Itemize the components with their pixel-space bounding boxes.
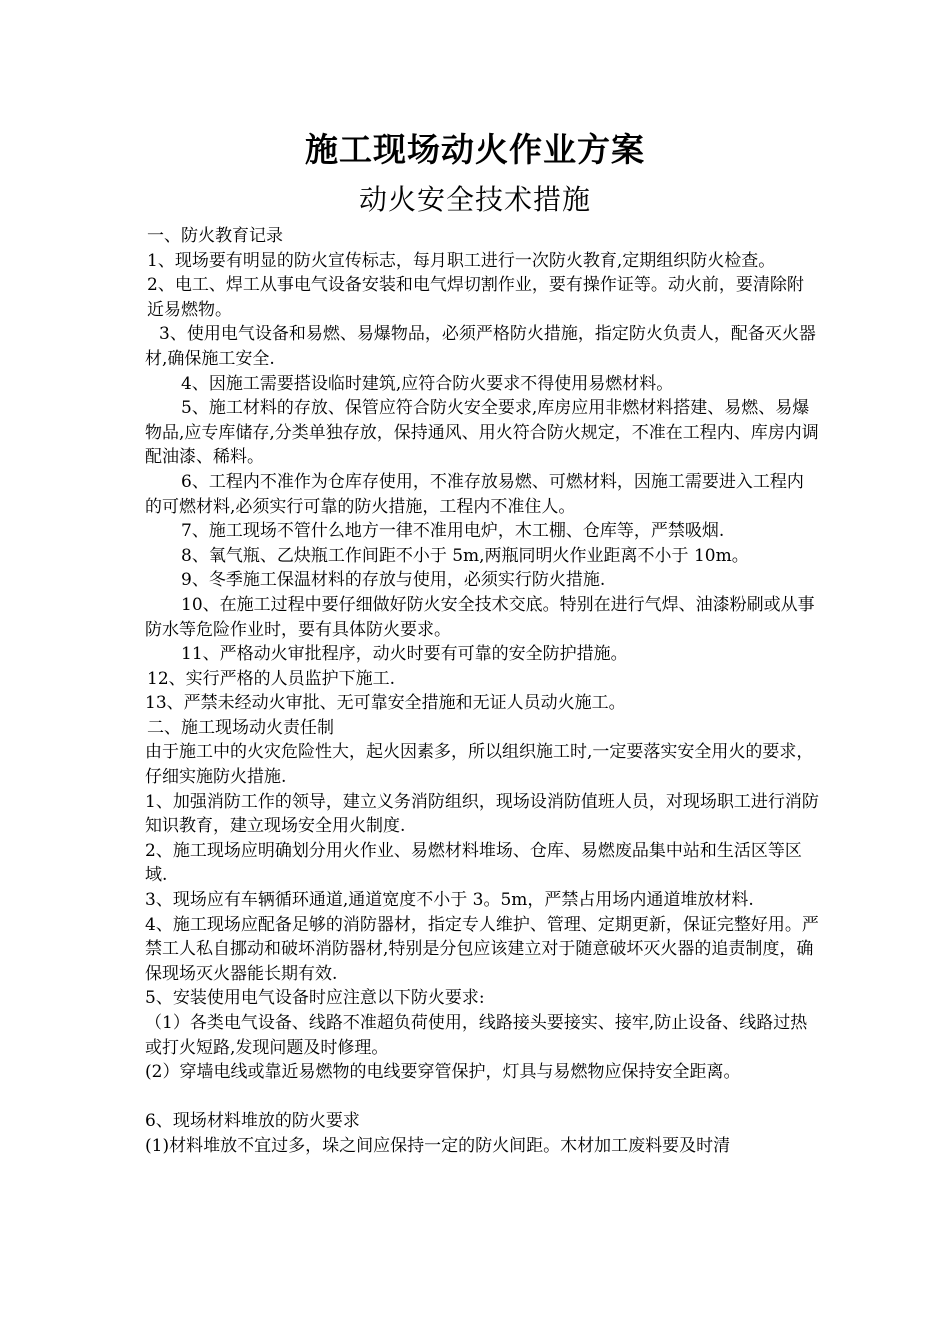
paragraph: 5、安装使用电气设备时应注意以下防火要求: xyxy=(145,988,485,1009)
document-body xyxy=(145,224,820,1159)
paragraph: 1、现场要有明显的防火宣传标志，每月职工进行一次防火教育,定期组织防火检查。 xyxy=(147,250,776,271)
paragraph: 4、因施工需要搭设临时建筑,应符合防火要求不得使用易燃材料。 xyxy=(181,373,674,394)
paragraph: (1)材料堆放不宜过多，垛之间应保持一定的防火间距。木材加工废料要及时清 xyxy=(145,1135,731,1156)
paragraph: 3、现场应有车辆循环通道,通道宽度不小于 3。5m，严禁占用场内通道堆放材料. xyxy=(145,890,754,911)
paragraph: 6、现场材料堆放的防火要求 xyxy=(145,1111,360,1132)
paragraph: 3、使用电气设备和易燃、易爆物品，必须严格防火措施，指定防火负责人，配备灭火器材,确保施工安全. xyxy=(145,324,816,369)
paragraph: 12、实行严格的人员监护下施工. xyxy=(147,668,396,689)
paragraph: 13、严禁未经动火审批、无可靠安全措施和无证人员动火施工。 xyxy=(145,693,626,714)
paragraph: 10、在施工过程中要仔细做好防火安全技术交底。特别在进行气焊、油漆粉刷或从事防水等危险作业时，要有具体防火要求。 xyxy=(145,594,815,640)
paragraph: 8、氧气瓶、乙炔瓶工作间距不小于 5m,两瓶同明火作业距离不小于 10m。 xyxy=(181,545,749,566)
document-subtitle: 动火安全技术措施 xyxy=(358,183,591,216)
paragraph: 由于施工中的火灾危险性大，起火因素多，所以组织施工时,一定要落实安全用火的要求，仔细实施防火措施. xyxy=(145,742,814,788)
paragraph: 2、电工、焊工从事电气设备安装和电气焊切割作业，要有操作证等。动火前，要清除附近易燃物。 xyxy=(147,275,804,320)
section-heading: 一、防火教育记录 xyxy=(147,226,283,246)
paragraph: 4、施工现场应配备足够的消防器材，指定专人维护、管理、定期更新，保证完整好用。严禁工人私自挪动和破坏消防器材,特别是分包应该建立对于随意破坏灭火器的追责制度，确保现场灭火器能长期有效. xyxy=(145,914,819,984)
section-heading: 二、施工现场动火责任制 xyxy=(147,717,334,738)
paragraph: （1）各类电气设备、线路不准超负荷使用，线路接头要接实、接牢,防止设备、线路过热或打火短路,发现问题及时修理。 xyxy=(145,1013,808,1058)
paragraph: 2、施工现场应明确划分用火作业、易燃材料堆场、仓库、易燃废品集中站和生活区等区域. xyxy=(145,840,802,886)
paragraph: 6、工程内不准作为仓库存使用，不准存放易燃、可燃材料，因施工需要进入工程内的可燃材料,必须实行可靠的防火措施，工程内不准住人。 xyxy=(145,471,804,517)
document-title: 施工现场动火作业方案 xyxy=(305,130,645,169)
paragraph: 1、加强消防工作的领导，建立义务消防组织，现场设消防值班人员，对现场职工进行消防知识教育，建立现场安全用火制度. xyxy=(145,791,819,837)
paragraph: 9、冬季施工保温材料的存放与使用，必须实行防火措施. xyxy=(181,570,606,591)
paragraph: (2）穿墙电线或靠近易燃物的电线要穿管保护，灯具与易燃物应保持安全距离。 xyxy=(145,1062,741,1083)
blank-line xyxy=(145,1085,820,1110)
paragraph: 11、严格动火审批程序，动火时要有可靠的安全防护措施。 xyxy=(181,644,628,665)
paragraph: 7、施工现场不管什么地方一律不准用电炉，木工棚、仓库等，严禁吸烟. xyxy=(181,521,725,542)
paragraph: 5、施工材料的存放、保管应符合防火安全要求,库房应用非燃材料搭建、易燃、易爆物品,应专库储存,分类单独存放，保持通风、用火符合防火规定，不准在工程内、库房内调配油漆、稀料。 xyxy=(145,398,819,468)
